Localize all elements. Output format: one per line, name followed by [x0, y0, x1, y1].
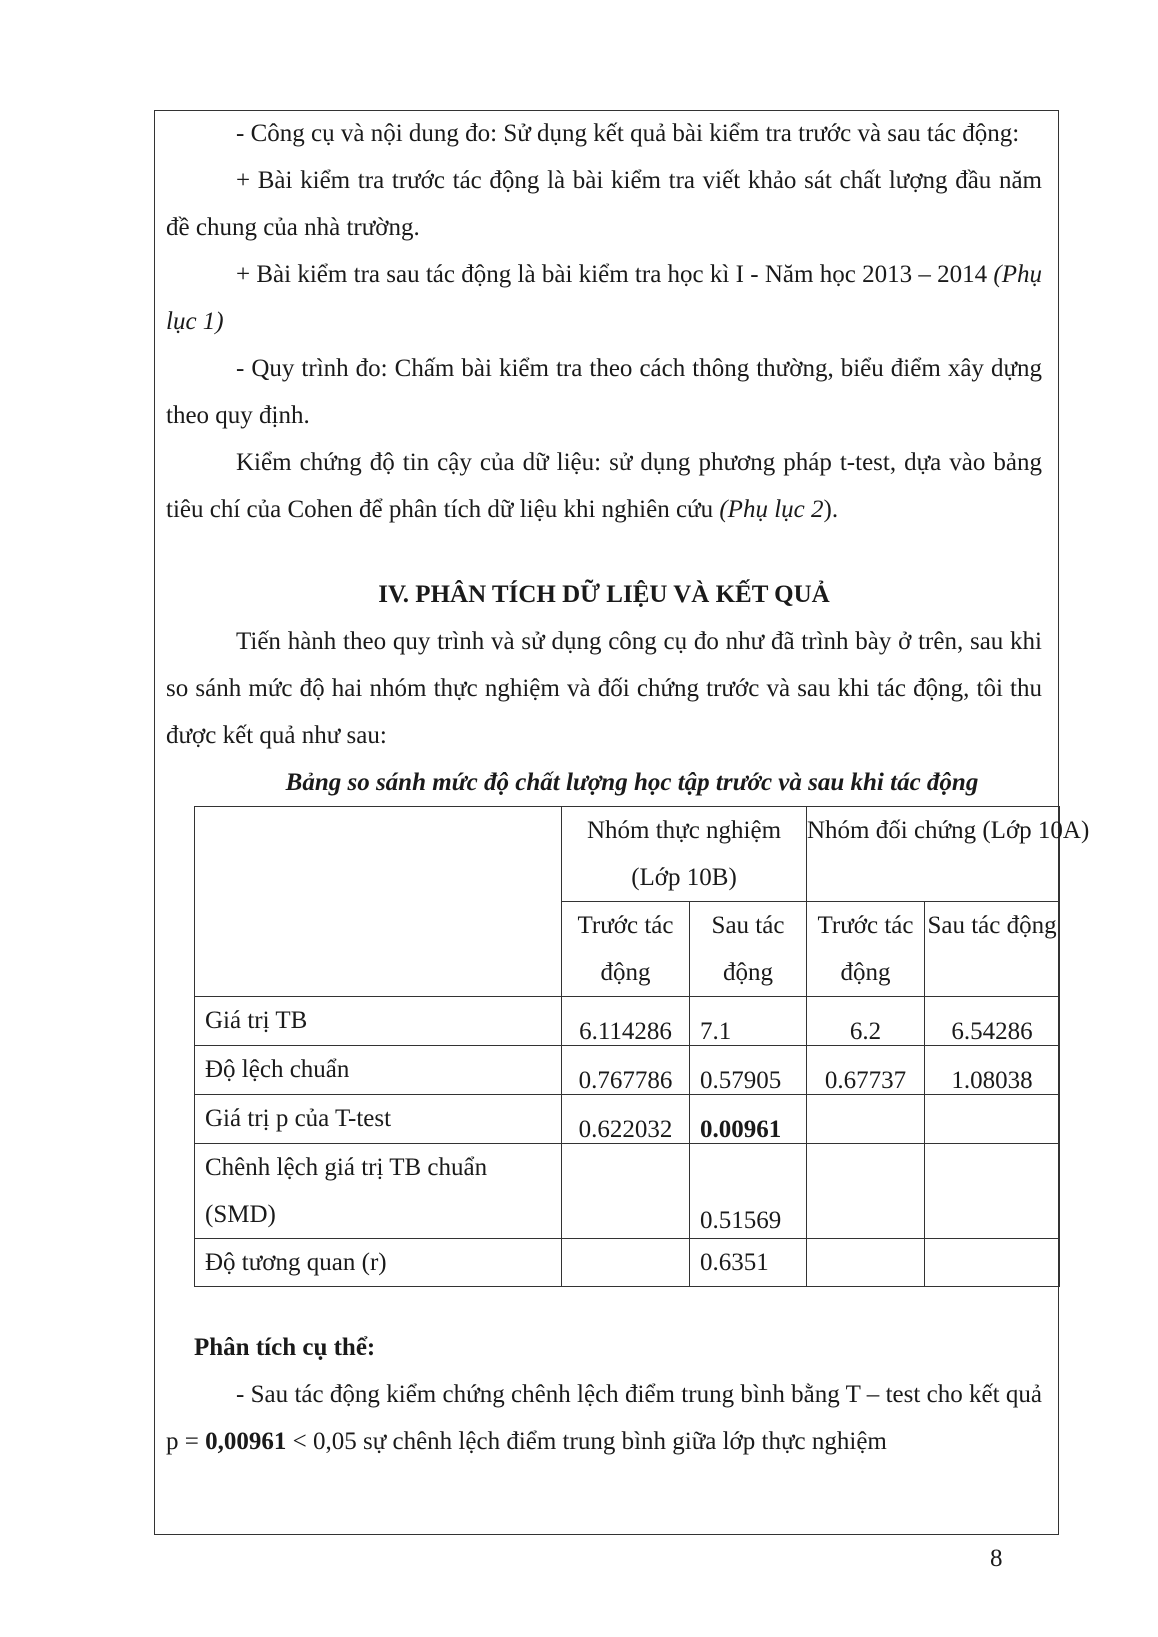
paragraph-posttest: [166, 251, 1042, 345]
paragraph-procedure: - Quy trình đo: Chấm bài kiểm tra theo cách thông thường, biểu điểm xây dựng theo quy định.: [166, 355, 1042, 429]
cell-value: [562, 1239, 690, 1287]
analysis-heading: Phân tích cụ thể:: [194, 1334, 376, 1361]
cell-value: 7.1: [690, 997, 807, 1046]
analysis-p-value: 0,00961: [205, 1428, 287, 1455]
cell-value: 0.51569: [690, 1144, 807, 1239]
row-label: Giá trị p của T-test: [195, 1095, 562, 1144]
cell-value: 6.114286: [562, 997, 690, 1046]
row-label: Độ tương quan (r): [195, 1239, 562, 1287]
cell-value: 0.57905: [690, 1046, 807, 1095]
header-after-experimental: Sau tác động: [690, 902, 807, 997]
table-row: [195, 1144, 1060, 1239]
paragraph-analysis: [166, 1371, 1042, 1465]
row-label: Chênh lệch giá trị TB chuẩn (SMD): [195, 1144, 562, 1239]
row-label: Độ lệch chuẩn: [195, 1046, 562, 1095]
appendix-1-ref: (Phụ lục 1): [166, 261, 1042, 335]
cell-value: [925, 1144, 1060, 1239]
cell-value: 0.6351: [690, 1239, 807, 1287]
row-label: Giá trị TB: [195, 997, 562, 1046]
results-table: [194, 806, 1090, 1287]
table-caption: Bảng so sánh mức độ chất lượng học tập trước và sau khi tác động: [285, 769, 979, 796]
header-after-control: Sau tác động: [925, 902, 1060, 997]
table-corner-cell: [195, 807, 562, 997]
cell-value: 0.622032: [562, 1095, 690, 1144]
cell-value: [925, 1095, 1060, 1144]
cell-value: [807, 1239, 925, 1287]
analysis-text-a: - Sau tác động kiểm chứng chênh lệch điểm trung bình bằng T – test cho kết quả p =: [166, 1381, 1042, 1455]
reliability-text: Kiểm chứng độ tin cậy của dữ liệu: sử dụng phương pháp t-test, dựa vào bảng tiêu chí của Cohen để phân tích dữ liệu khi nghiên cứu: [166, 449, 1042, 523]
cell-value: 6.54286: [925, 997, 1060, 1046]
cell-value: 1.08038: [925, 1046, 1060, 1095]
cell-value: [807, 1095, 925, 1144]
paragraph-pretest: + Bài kiểm tra trước tác động là bài kiểm tra viết khảo sát chất lượng đầu năm đề chung của nhà trường.: [166, 167, 1042, 241]
table-row: [195, 1095, 1060, 1144]
table-row: [195, 1239, 1060, 1287]
header-before-experimental: Trước tác động: [562, 902, 690, 997]
paragraph-intro: Tiến hành theo quy trình và sử dụng công cụ đo như đã trình bày ở trên, sau khi so sánh mức độ hai nhóm thực nghiệm và đối chứng trước và sau khi tác động, tôi thu được kết quả như sau:: [166, 628, 1042, 749]
page-number: 8: [990, 1545, 1003, 1572]
cell-value-highlight: 0.00961: [690, 1095, 807, 1144]
paragraph-tools: - Công cụ và nội dung đo: Sử dụng kết quả bài kiểm tra trước và sau tác động:: [236, 120, 1020, 147]
cell-value: [925, 1239, 1060, 1287]
posttest-text: + Bài kiểm tra sau tác động là bài kiểm tra học kì I - Năm học 2013 – 2014: [236, 261, 994, 288]
cell-value: 0.67737: [807, 1046, 925, 1095]
header-group-control: Nhóm đối chứng (Lớp 10A): [807, 807, 1060, 902]
reliability-end: ).: [823, 496, 839, 523]
section-title: IV. PHÂN TÍCH DỮ LIỆU VÀ KẾT QUẢ: [378, 581, 830, 608]
table-row: [195, 1046, 1060, 1095]
header-before-control: Trước tác động: [807, 902, 925, 997]
table-header-row-1: [195, 807, 1060, 902]
table-row: [195, 997, 1060, 1046]
page-content: [166, 110, 1090, 1465]
cell-value: 0.767786: [562, 1046, 690, 1095]
analysis-text-b: < 0,05 sự chênh lệch điểm trung bình giữa lớp thực nghiệm: [286, 1428, 887, 1455]
header-group-experimental: Nhóm thực nghiệm (Lớp 10B): [562, 807, 807, 902]
cell-value: [562, 1144, 690, 1239]
appendix-2-ref: (Phụ lục 2: [719, 496, 824, 523]
paragraph-reliability: [166, 439, 1042, 533]
cell-value: 6.2: [807, 997, 925, 1046]
cell-value: [807, 1144, 925, 1239]
